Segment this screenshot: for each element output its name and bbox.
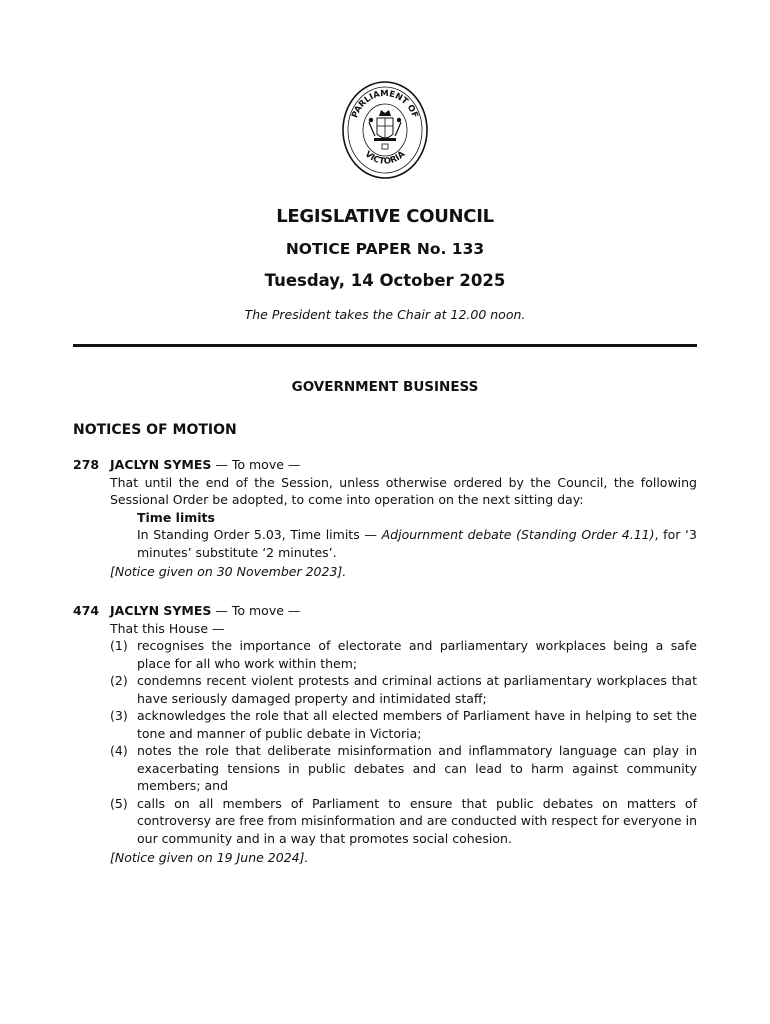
list-item: (4) notes the role that deliberate misinformation and inflammatory language can play in exacerbating tensions in public debates and can lead to harm against community members; and [110,743,697,793]
mover-action: — To move — [211,603,301,618]
list-item: (3) acknowledges the role that all elected members of Parliament have in helping to set the tone and manner of public debate in Victoria; [110,708,697,741]
motion-intro: That until the end of the Session, unless otherwise ordered by the Council, the following Sessional Order be adopted, to come into operation on the next sitting day: [110,474,697,507]
motion-intro: That this House — [110,620,225,636]
motion-items [110,637,697,847]
motion-474 [73,602,697,867]
list-item: (1) recognises the importance of electorate and parliamentary workplaces being a safe place for all who work within them; [110,638,697,671]
svg-text:VICTORIA: VICTORIA [362,149,408,167]
header-divider [73,344,697,347]
chair-note: The President takes the Chair at 12.00 noon. [244,307,526,322]
motion-278 [73,456,697,581]
mover-action: — To move — [211,457,301,472]
svg-text:PARLIAMENT OF: PARLIAMENT OF [350,88,420,120]
motion-number: 474 [73,603,100,618]
order-text: In Standing Order 5.03, Time limits — Adjournment debate (Standing Order 4.11), for ‘3 minutes’ substitute ‘2 minutes’. [137,527,697,560]
motion-number: 278 [73,457,100,472]
order-title: Time limits [137,509,215,525]
notice-given: [Notice given on 19 June 2024]. [110,850,309,865]
house-title: LEGISLATIVE COUNCIL [276,206,494,227]
section-heading: GOVERNMENT BUSINESS [291,379,479,395]
list-item: (5) calls on all members of Parliament to ensure that public debates on matters of controversy are free from misinformation and are conducted with respect for everyone in our community and in a way that promotes social cohesion. [110,795,697,846]
list-item: (2) condemns recent violent protests and criminal actions at parliamentary workplaces that have seriously damaged property and intimidated staff; [110,673,697,706]
parliament-seal-logo [341,80,429,180]
notice-given: [Notice given on 30 November 2023]. [110,564,347,579]
notices-of-motion-heading: NOTICES OF MOTION [73,422,237,438]
sitting-date: Tuesday, 14 October 2025 [264,271,506,290]
mover-name: JACLYN SYMES [110,457,212,472]
notice-paper-number: NOTICE PAPER No. 133 [285,240,485,258]
mover-name: JACLYN SYMES [110,603,212,618]
